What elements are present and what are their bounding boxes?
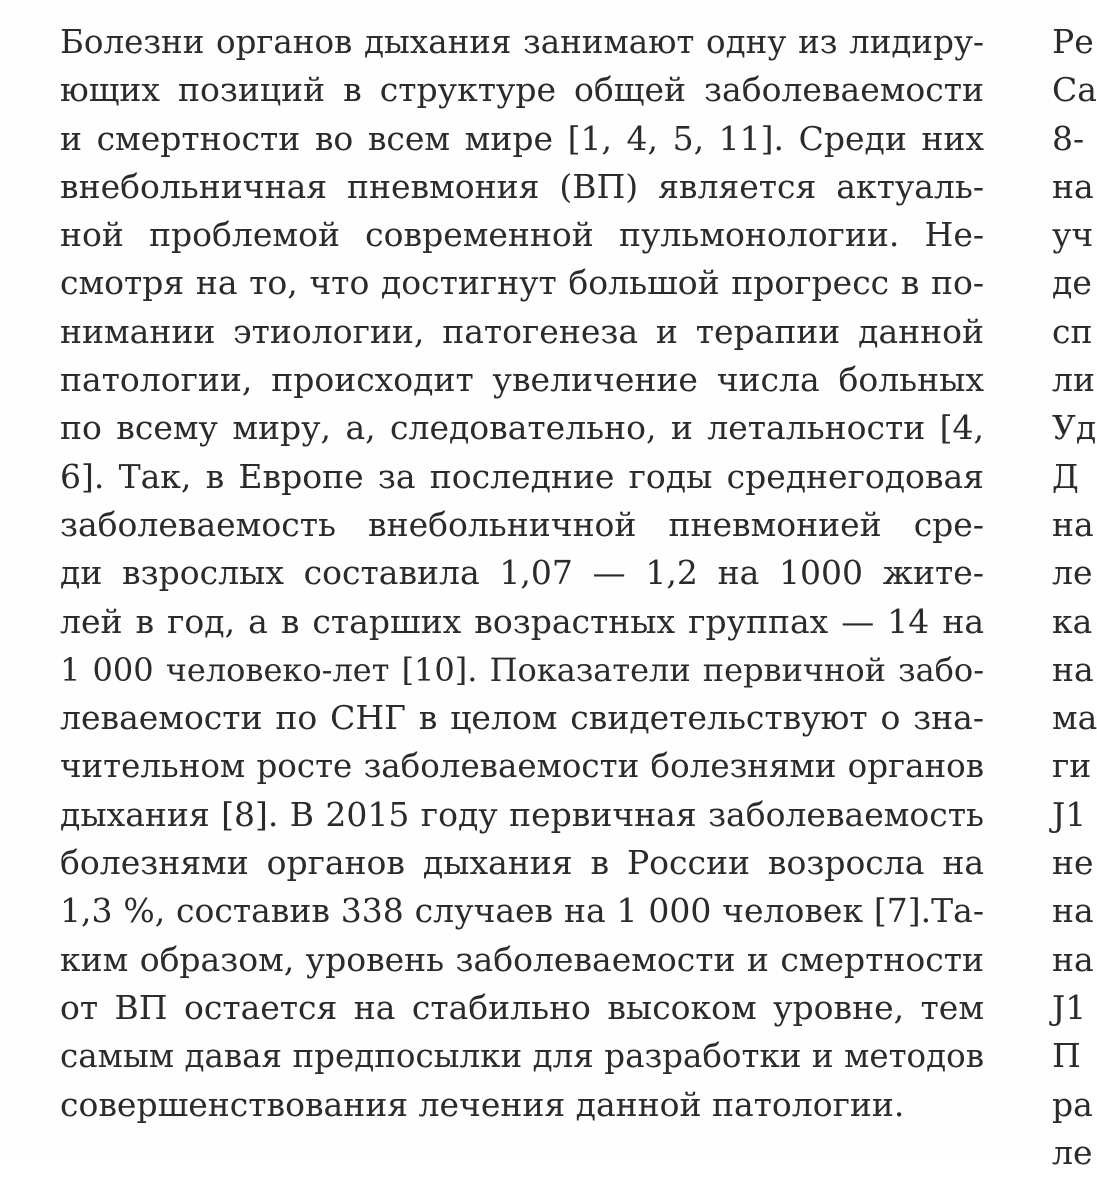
right-column-fragment: на <box>1052 649 1094 689</box>
right-column-fragment: ли <box>1052 360 1095 400</box>
right-column-fragment: ма <box>1052 698 1097 738</box>
text-line: 1 000 человеко-лет [10]. Показатели первичной забо- <box>60 650 984 689</box>
right-column-fragment: уч <box>1052 215 1094 255</box>
text-line: 6]. Так, в Европе за последние годы среднегодовая <box>60 456 984 496</box>
right-column-fragment: ра <box>1052 1084 1093 1124</box>
right-column-fragment: сп <box>1052 311 1093 351</box>
right-column-fragment: 8- <box>1052 118 1085 158</box>
text-line: внебольничная пневмония (ВП) является актуаль- <box>60 166 984 206</box>
text-line: чительном росте заболеваемости болезнями органов <box>60 747 984 786</box>
right-column-fragment: де <box>1052 263 1092 303</box>
text-line: дыхания [8]. В 2015 году первичная заболеваемость <box>60 794 984 834</box>
text-line: Болезни органов дыхания занимают одну из лидиру- <box>60 23 984 61</box>
text-line: леваемости по СНГ в целом свидетельствуют о зна- <box>60 698 984 738</box>
text-line: смотря на то, что достигнут большой прогресс в по- <box>60 263 984 303</box>
right-column-fragment: ги <box>1052 746 1092 786</box>
right-column-fragment: на <box>1052 166 1094 206</box>
text-line: ющих позиций в структуре общей заболеваемости <box>60 70 984 110</box>
right-column-fragment: J1 <box>1052 794 1087 834</box>
main-text-column <box>60 18 984 1129</box>
right-column-fragment: ле <box>1052 1132 1093 1172</box>
right-column-fragment: ле <box>1052 553 1093 593</box>
text-line: 1,3 %, составив 338 случаев на 1 000 человек [7].Та- <box>60 891 984 931</box>
text-line: по всему миру, а, следовательно, и летальности [4, <box>60 408 984 448</box>
text-line: заболеваемость внебольничной пневмонией сре- <box>60 504 984 544</box>
text-line: болезнями органов дыхания в России возросла на <box>60 843 984 883</box>
text-line: самым давая предпосылки для разработки и методов <box>60 1037 984 1076</box>
text-line: ной проблемой современной пульмонологии. Не- <box>60 215 984 255</box>
right-column-fragment: Са <box>1052 70 1097 110</box>
text-line: патологии, происходит увеличение числа больных <box>60 360 984 400</box>
right-column-fragment: не <box>1052 843 1094 883</box>
right-column-fragment: J1 <box>1052 987 1087 1027</box>
text-line: ким образом, уровень заболеваемости и смертности <box>60 939 984 979</box>
right-column-fragment: Д <box>1052 456 1079 496</box>
right-column-fragment: Ре <box>1052 22 1094 61</box>
right-column-fragment: на <box>1052 504 1094 544</box>
right-column-fragment: на <box>1052 939 1094 979</box>
text-line: лей в год, а в старших возрастных группах — 14 на <box>60 601 984 641</box>
right-column-cropped <box>1052 18 1097 1177</box>
text-line: от ВП остается на стабильно высоком уровне, тем <box>60 987 984 1027</box>
text-line-last: совершенствования лечения данной патологии. <box>60 1084 905 1124</box>
right-column-fragment: ка <box>1052 601 1093 641</box>
right-column-fragment: Уд <box>1052 408 1097 448</box>
text-line: ди взрослых составила 1,07 — 1,2 на 1000 жите- <box>60 553 984 593</box>
right-column-fragment: на <box>1052 891 1094 931</box>
text-line: и смертности во всем мире [1, 4, 5, 11]. Среди них <box>60 118 984 158</box>
text-line: нимании этиологии, патогенеза и терапии данной <box>60 311 984 351</box>
right-column-fragment: П <box>1052 1036 1081 1076</box>
